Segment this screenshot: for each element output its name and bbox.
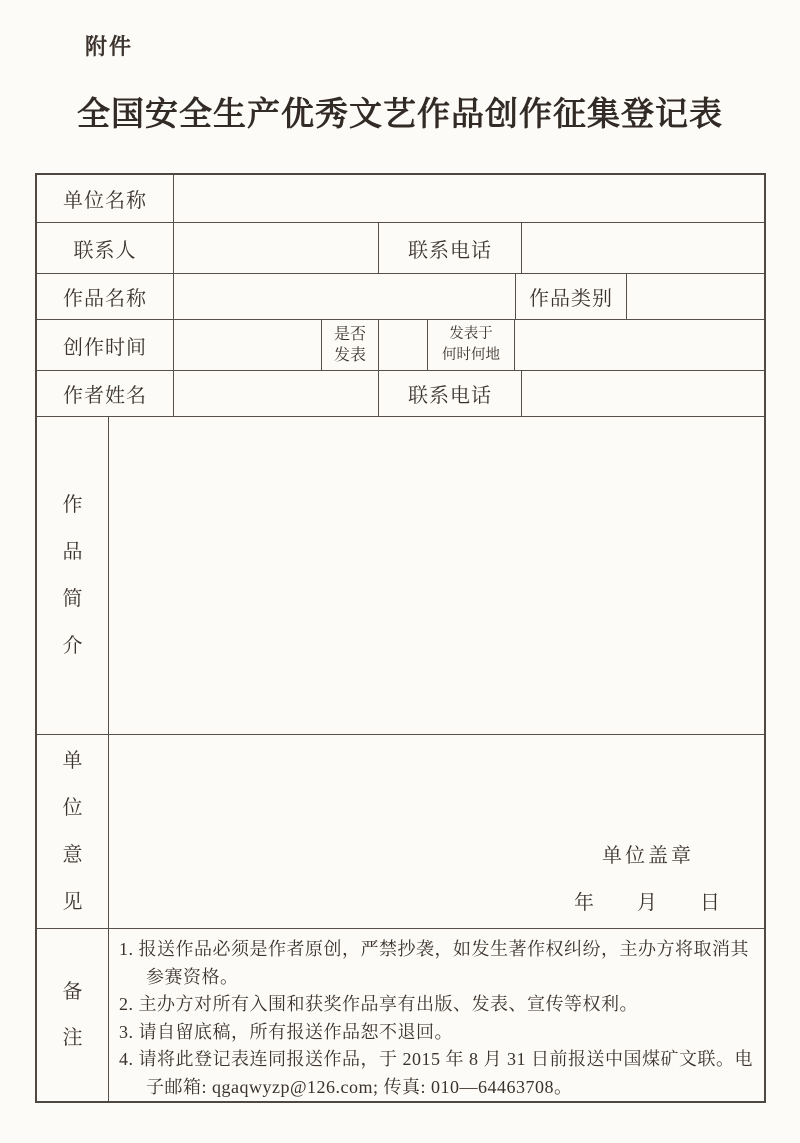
remark-note-3: 3. 请自留底稿，所有报送作品恕不退回。 [119, 1021, 453, 1042]
attachment-label: 附件 [85, 34, 134, 59]
work-intro-char-2: 品 [62, 540, 83, 563]
work-category-label: 作品类别 [516, 274, 627, 319]
work-intro-value [109, 417, 764, 734]
remark-note-4-cont: 子邮箱: qgaqwyzp@126.com; 传真: 010—64463708。 [146, 1076, 573, 1097]
remark-note-1: 1. 报送作品必须是作者原创，严禁抄袭，如发生著作权纠纷，主办方将取消其 [119, 939, 749, 959]
remark-note-4: 4. 请将此登记表连同报送作品，于 2015 年 8 月 31 日前报送中国煤矿文联。电 [119, 1049, 753, 1069]
registration-table [35, 173, 766, 1103]
unit-opinion-label [37, 735, 109, 928]
published-where-value [515, 320, 764, 370]
remarks-label [37, 929, 109, 1101]
author-name-value [174, 371, 379, 415]
form-title: 全国安全生产优秀文艺作品创作征集登记表 [77, 97, 723, 133]
year-label: 年 [574, 891, 594, 914]
contact-label: 联系人 [37, 223, 174, 272]
contact-phone-value [522, 223, 764, 272]
row-creation [37, 320, 764, 371]
unit-opinion-char-1: 单 [62, 749, 83, 772]
published-label-line2: 发表 [333, 347, 366, 365]
contact-value [174, 223, 379, 272]
work-intro-char-1: 作 [62, 493, 83, 516]
work-name-label: 作品名称 [37, 274, 174, 319]
unit-opinion-char-4: 见 [62, 890, 83, 913]
unit-opinion-char-2: 位 [62, 796, 83, 819]
published-where-line2: 何时何地 [442, 347, 500, 364]
author-phone-value [522, 371, 764, 415]
remarks-notes [109, 929, 764, 1101]
row-work [37, 274, 764, 320]
row-unit-opinion [37, 735, 764, 929]
unit-name-label: 单位名称 [37, 175, 174, 222]
work-name-value [174, 274, 516, 319]
published-where-label [428, 320, 515, 370]
row-work-intro [37, 417, 764, 735]
contact-phone-label: 联系电话 [379, 223, 522, 272]
work-category-value [627, 274, 764, 319]
creation-time-label: 创作时间 [37, 320, 174, 370]
remark-note-2: 2. 主办方对所有入围和获奖作品享有出版、发表、宣传等权利。 [119, 994, 638, 1014]
author-name-label: 作者姓名 [37, 371, 174, 415]
row-author [37, 371, 764, 416]
creation-time-value [174, 320, 322, 370]
row-unit-name [37, 175, 764, 223]
published-value [379, 320, 428, 370]
remarks-char-2: 注 [62, 1027, 83, 1049]
work-intro-char-4: 介 [62, 634, 83, 657]
month-label: 月 [637, 891, 657, 914]
work-intro-char-3: 简 [62, 587, 83, 610]
remark-note-1-cont: 参赛资格。 [146, 966, 239, 987]
published-label-line1: 是否 [333, 325, 366, 343]
unit-opinion-area [109, 735, 764, 928]
unit-seal-label: 单位盖章 [602, 844, 694, 867]
date-line [574, 886, 720, 915]
work-intro-label [37, 417, 109, 734]
row-remarks [37, 929, 764, 1101]
unit-name-value [174, 175, 764, 222]
unit-opinion-char-3: 意 [62, 843, 83, 866]
published-label [322, 320, 379, 370]
row-contact [37, 223, 764, 273]
author-phone-label: 联系电话 [379, 371, 522, 415]
published-where-line1: 发表于 [449, 325, 493, 342]
remarks-char-1: 备 [62, 981, 83, 1003]
day-label: 日 [700, 891, 720, 914]
